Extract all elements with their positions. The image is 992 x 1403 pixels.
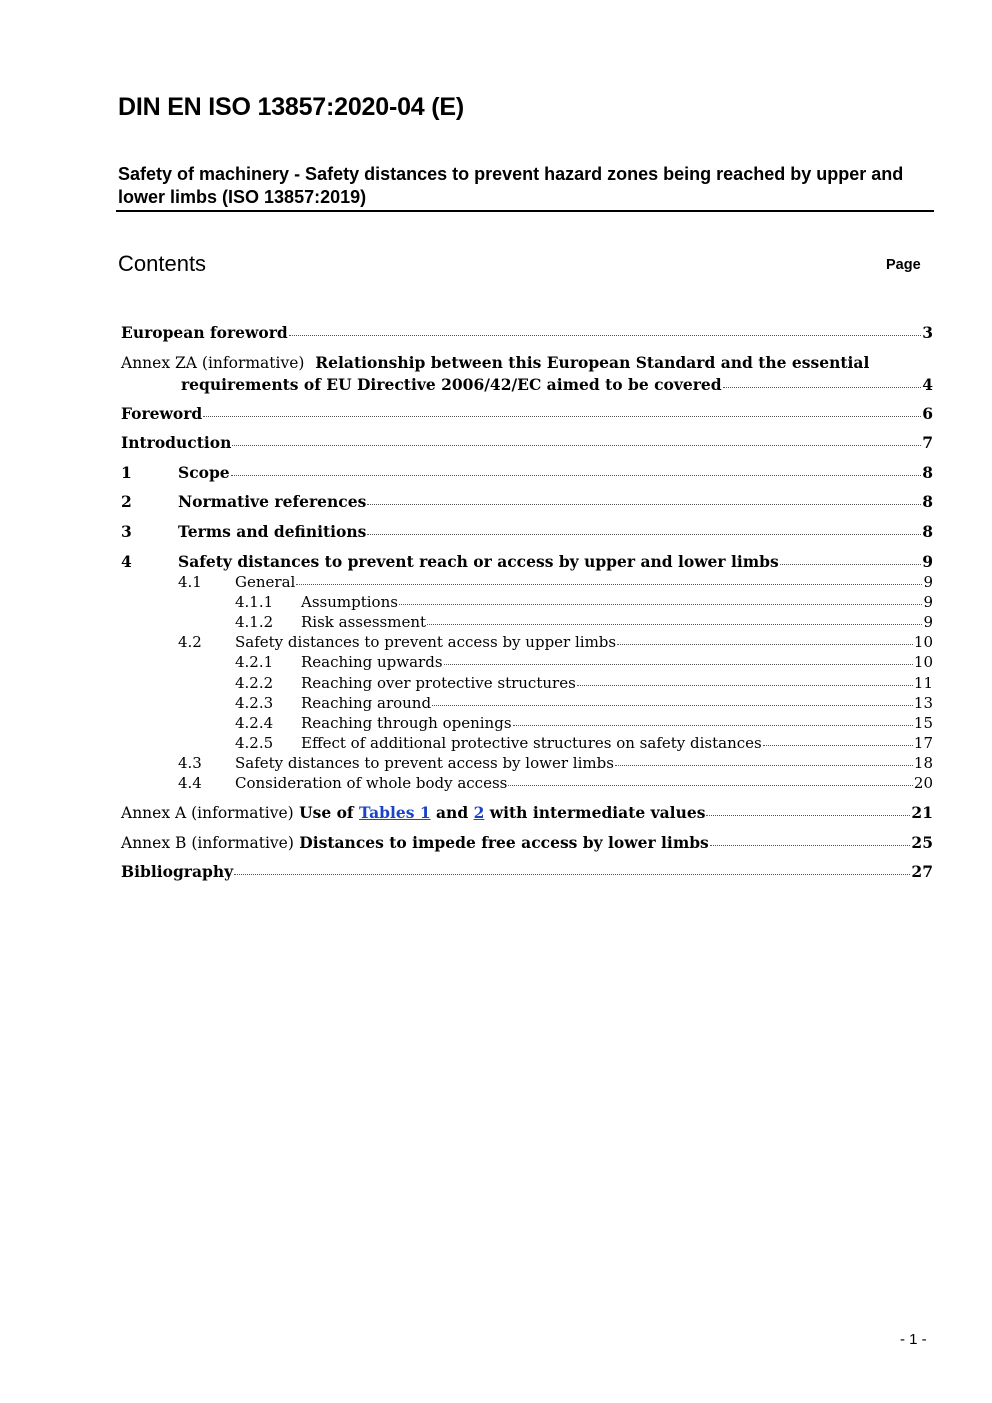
toc-entry-page: 3	[922, 323, 933, 342]
toc-entry-section-4-2-3[interactable]	[235, 692, 933, 714]
toc-entry-page: 9	[923, 573, 933, 591]
toc-entry-page: 11	[913, 674, 933, 692]
toc-entry-section-4-2-2[interactable]	[235, 672, 933, 694]
toc-entry-page: 10	[913, 633, 933, 651]
section-number: 4.2.2	[235, 674, 274, 692]
toc-entry-label-continued: requirements of EU Directive 2006/42/EC aimed to be covered	[181, 375, 722, 394]
toc-entry-section-4-1[interactable]	[178, 571, 933, 593]
toc-entry-page: 8	[922, 522, 933, 541]
dot-leader	[289, 335, 921, 336]
section-number: 3	[121, 522, 132, 541]
dot-leader	[508, 785, 913, 786]
dot-leader	[706, 815, 910, 816]
toc-entry-label: Reaching over protective structures	[301, 674, 576, 692]
toc-entry-label: Terms and definitions	[178, 522, 367, 541]
toc-entry-label: Risk assessment	[301, 613, 427, 631]
toc-entry-page: 13	[913, 694, 933, 712]
toc-entry-section-4-2-4[interactable]	[235, 712, 933, 734]
dot-leader	[367, 504, 921, 505]
toc-entry-label: Reaching around	[301, 694, 432, 712]
toc-entry-section-4-2[interactable]	[178, 631, 933, 653]
toc-entry-introduction[interactable]	[121, 432, 933, 454]
dot-leader	[203, 416, 921, 417]
toc-entry-section-4-4[interactable]	[178, 772, 933, 794]
toc-entry-label: General	[235, 573, 296, 591]
toc-entry-page: 21	[911, 803, 933, 822]
toc-entry-foreword[interactable]	[121, 403, 933, 425]
toc-entry-annex-b[interactable]	[121, 832, 933, 854]
toc-entry-label: Normative references	[178, 492, 367, 511]
toc-entry-page: 10	[913, 653, 933, 671]
toc-entry-annex-a[interactable]	[121, 802, 933, 824]
section-number: 4.4	[178, 774, 202, 792]
toc-entry-label-and: and	[436, 803, 469, 822]
dot-leader	[432, 705, 913, 706]
section-number: 4.2.4	[235, 714, 274, 732]
annex-prefix: Annex B (informative)	[121, 834, 294, 852]
dot-leader	[296, 584, 922, 585]
dot-leader	[763, 745, 913, 746]
toc-entry-label: Safety distances to prevent reach or access by upper and lower limbs	[178, 552, 779, 571]
toc-entry-page: 8	[922, 463, 933, 482]
dot-leader	[723, 387, 922, 388]
dot-leader	[577, 685, 913, 686]
dot-leader	[444, 664, 913, 665]
toc-entry-label: Effect of additional protective structures on safety distances	[301, 734, 762, 752]
toc-entry-page: 25	[911, 833, 933, 852]
contents-heading: Contents	[118, 251, 207, 276]
section-number: 4.1	[178, 573, 202, 591]
dot-leader	[232, 445, 921, 446]
table-2-link[interactable]: 2	[473, 803, 485, 822]
toc-entry-section-1[interactable]	[121, 462, 933, 484]
toc-entry-label: Reaching through openings	[301, 714, 512, 732]
document-title: Safety of machinery - Safety distances to prevent hazard zones being reached by upper and lower limbs (ISO 13857:2019)	[118, 164, 904, 207]
page-number: - 1 -	[900, 1331, 927, 1348]
section-number: 4.3	[178, 754, 202, 772]
toc-entry-european-foreword[interactable]	[121, 322, 933, 344]
toc-entry-label: Scope	[178, 463, 230, 482]
dot-leader	[399, 604, 923, 605]
dot-leader	[513, 725, 913, 726]
section-number: 4	[121, 552, 132, 571]
dot-leader	[427, 624, 922, 625]
title-divider	[116, 210, 934, 212]
toc-entry-page: 9	[922, 552, 933, 571]
toc-entry-label: Relationship between this European Standard and the essential	[315, 353, 870, 372]
toc-entry-label: Safety distances to prevent access by upper limbs	[235, 633, 617, 651]
toc-entry-page: 4	[922, 375, 933, 394]
toc-entry-label-tail: with intermediate values	[489, 803, 706, 822]
toc-entry-page: 18	[913, 754, 933, 772]
toc-entry-page: 8	[922, 492, 933, 511]
dot-leader	[780, 564, 921, 565]
section-number: 4.1.1	[235, 593, 274, 611]
toc-entry-annex-za[interactable]	[121, 352, 933, 374]
toc-entry-label: Foreword	[121, 404, 203, 423]
toc-entry-page: 6	[922, 404, 933, 423]
toc-entry-label: Introduction	[121, 433, 232, 452]
toc-entry-section-2[interactable]	[121, 491, 933, 513]
dot-leader	[710, 845, 911, 846]
toc-entry-bibliography[interactable]	[121, 861, 933, 883]
toc-entry-label: European foreword	[121, 323, 288, 342]
section-number: 4.2.5	[235, 734, 274, 752]
toc-entry-label: Safety distances to prevent access by lower limbs	[235, 754, 614, 772]
dot-leader	[234, 874, 910, 875]
annex-prefix: Annex ZA (informative)	[121, 354, 305, 372]
dot-leader	[617, 644, 913, 645]
toc-entry-label: Assumptions	[301, 593, 398, 611]
toc-entry-page: 27	[911, 862, 933, 881]
toc-entry-section-4-2-1[interactable]	[235, 651, 933, 673]
document-id: DIN EN ISO 13857:2020-04 (E)	[118, 93, 464, 121]
toc-entry-section-3[interactable]	[121, 521, 933, 543]
dot-leader	[615, 765, 913, 766]
toc-entry-label: Reaching upwards	[301, 653, 443, 671]
section-number: 2	[121, 492, 132, 511]
toc-entry-section-4[interactable]	[121, 551, 933, 573]
toc-entry-page: 17	[913, 734, 933, 752]
toc-entry-label: Use of	[299, 803, 354, 822]
toc-entry-section-4-2-5[interactable]	[235, 732, 933, 754]
annex-prefix: Annex A (informative)	[121, 804, 294, 822]
dot-leader	[231, 475, 922, 476]
toc-entry-label: Bibliography	[121, 862, 234, 881]
section-number: 4.1.2	[235, 613, 274, 631]
toc-entry-page: 7	[922, 433, 933, 452]
dot-leader	[367, 534, 921, 535]
section-number: 4.2.1	[235, 653, 274, 671]
page-column-heading: Page	[886, 257, 921, 273]
toc-entry-section-4-1-2[interactable]	[235, 611, 933, 633]
toc-entry-page: 9	[923, 613, 933, 631]
toc-entry-page: 20	[913, 774, 933, 792]
tables-1-link[interactable]: Tables 1	[359, 803, 431, 822]
toc-entry-annex-za-continued[interactable]	[181, 374, 933, 396]
toc-entry-page: 9	[923, 593, 933, 611]
toc-entry-section-4-1-1[interactable]	[235, 591, 933, 613]
toc-entry-section-4-3[interactable]	[178, 752, 933, 774]
toc-entry-label: Consideration of whole body access	[235, 774, 508, 792]
toc-entry-page: 15	[913, 714, 933, 732]
section-number: 4.2.3	[235, 694, 274, 712]
toc-entry-label: Distances to impede free access by lower limbs	[299, 833, 709, 852]
section-number: 1	[121, 463, 132, 482]
section-number: 4.2	[178, 633, 202, 651]
